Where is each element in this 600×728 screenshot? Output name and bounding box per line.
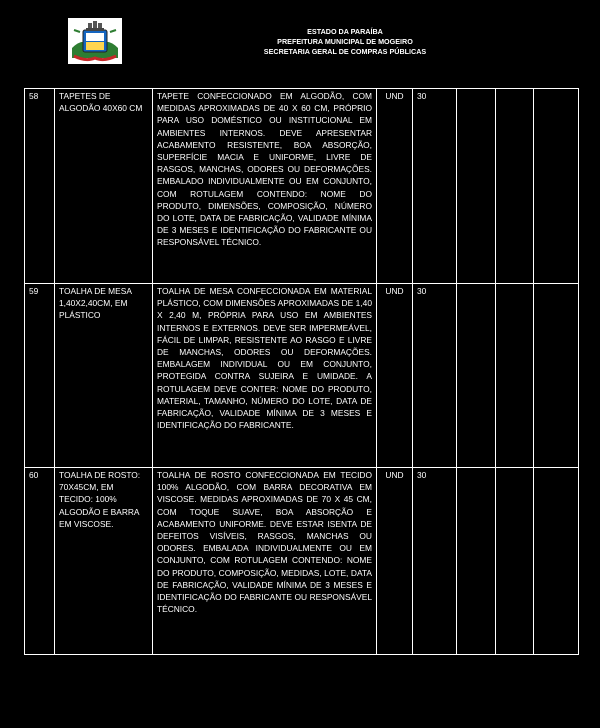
- item-name: TOALHA DE ROSTO: 70X45CM, EM TECIDO: 100% ALGODÃO E BARRA EM VISCOSE.: [55, 468, 153, 655]
- header-municipality: PREFEITURA MUNICIPAL DE MOGEIRO: [277, 37, 413, 46]
- item-quantity: 30: [413, 89, 457, 284]
- empty-cell: [496, 284, 534, 468]
- table-row: [25, 468, 579, 655]
- header-department: SECRETARIA GERAL DE COMPRAS PÚBLICAS: [263, 47, 427, 56]
- item-unit: UND: [377, 468, 413, 655]
- empty-cell: [457, 89, 496, 284]
- item-quantity: 30: [413, 284, 457, 468]
- item-description: TOALHA DE MESA CONFECCIONADA EM MATERIAL PLÁSTICO, COM DIMENSÕES APROXIMADAS DE 1,40 X 2,40 M, PRÓPRIA PARA USO EM AMBIENTES INTERNOS E EXTERNOS. DEVE SER IMPERMEÁVEL, FÁCIL DE LIMPAR, RESISTENTE AO RASGO E LIVRE DE MANCHAS, ODORES OU DEFORMAÇÕES. EMBALAGEM INDIVIDUAL OU EM CONJUNTO, PROTEGIDA CONTRA SUJEIRA E UMIDADE. A ROTULAGEM DEVE CONTER: NOME DO PRODUTO, MATERIAL, TAMANHO, NÚMERO DO LOTE, DATA DE FABRICAÇÃO, VALIDADE MÍNIMA DE 3 MESES E IDENTIFICAÇÃO DO FABRICANTE.: [153, 284, 377, 468]
- empty-cell: [534, 284, 579, 468]
- item-number: 59: [25, 284, 55, 468]
- municipal-coat-of-arms-icon: [68, 18, 122, 64]
- item-unit: UND: [377, 284, 413, 468]
- header-state: ESTADO DA PARAÍBA: [307, 27, 383, 36]
- empty-cell: [534, 89, 579, 284]
- items-table: [24, 88, 579, 655]
- empty-cell: [534, 468, 579, 655]
- item-name: TOALHA DE MESA 1,40X2,40CM, EM PLÁSTICO: [55, 284, 153, 468]
- document-header: [200, 27, 490, 57]
- empty-cell: [496, 468, 534, 655]
- item-quantity: 30: [413, 468, 457, 655]
- item-unit: UND: [377, 89, 413, 284]
- table-row: [25, 89, 579, 284]
- item-description: TOALHA DE ROSTO CONFECCIONADA EM TECIDO 100% ALGODÃO, COM BARRA DECORATIVA EM VISCOSE. MEDIDAS APROXIMADAS DE 70 X 45 CM, COM TOQUE SUAVE, BOA ABSORÇÃO E ACABAMENTO UNIFORME. DEVE ESTAR ISENTA DE DEFEITOS VISÍVEIS, RASGOS, MANCHAS OU ODORES. EMBALADA INDIVIDUALMENTE OU EM CONJUNTO, COM ROTULAGEM CONTENDO: NOME DO PRODUTO, COMPOSIÇÃO, MEDIDAS, LOTE, DATA DE FABRICAÇÃO, VALIDADE MÍNIMA DE 3 MESES E IDENTIFICAÇÃO DO FABRICANTE OU RESPONSÁVEL TÉCNICO.: [153, 468, 377, 655]
- empty-cell: [457, 284, 496, 468]
- item-number: 58: [25, 89, 55, 284]
- item-number: 60: [25, 468, 55, 655]
- item-name: TAPETES DE ALGODÃO 40X60 CM: [55, 89, 153, 284]
- item-description: TAPETE CONFECCIONADO EM ALGODÃO, COM MEDIDAS APROXIMADAS DE 40 X 60 CM, PRÓPRIO PARA USO DOMÉSTICO OU INSTITUCIONAL EM AMBIENTES INTERNOS. DEVE APRESENTAR ACABAMENTO RESISTENTE, BOA ABSORÇÃO, SUPERFÍCIE MACIA E UNIFORME, LIVRE DE RASGOS, MANCHAS, ODORES OU DEFORMAÇÕES. EMBALADO INDIVIDUALMENTE OU EM CONJUNTO, COM ROTULAGEM CONTENDO: NOME DO PRODUTO, DIMENSÕES, COMPOSIÇÃO, NÚMERO DO LOTE, DATA DE FABRICAÇÃO, VALIDADE MÍNIMA DE 3 MESES E IDENTIFICAÇÃO DO FABRICANTE OU RESPONSÁVEL TÉCNICO.: [153, 89, 377, 284]
- empty-cell: [457, 468, 496, 655]
- empty-cell: [496, 89, 534, 284]
- table-row: [25, 284, 579, 468]
